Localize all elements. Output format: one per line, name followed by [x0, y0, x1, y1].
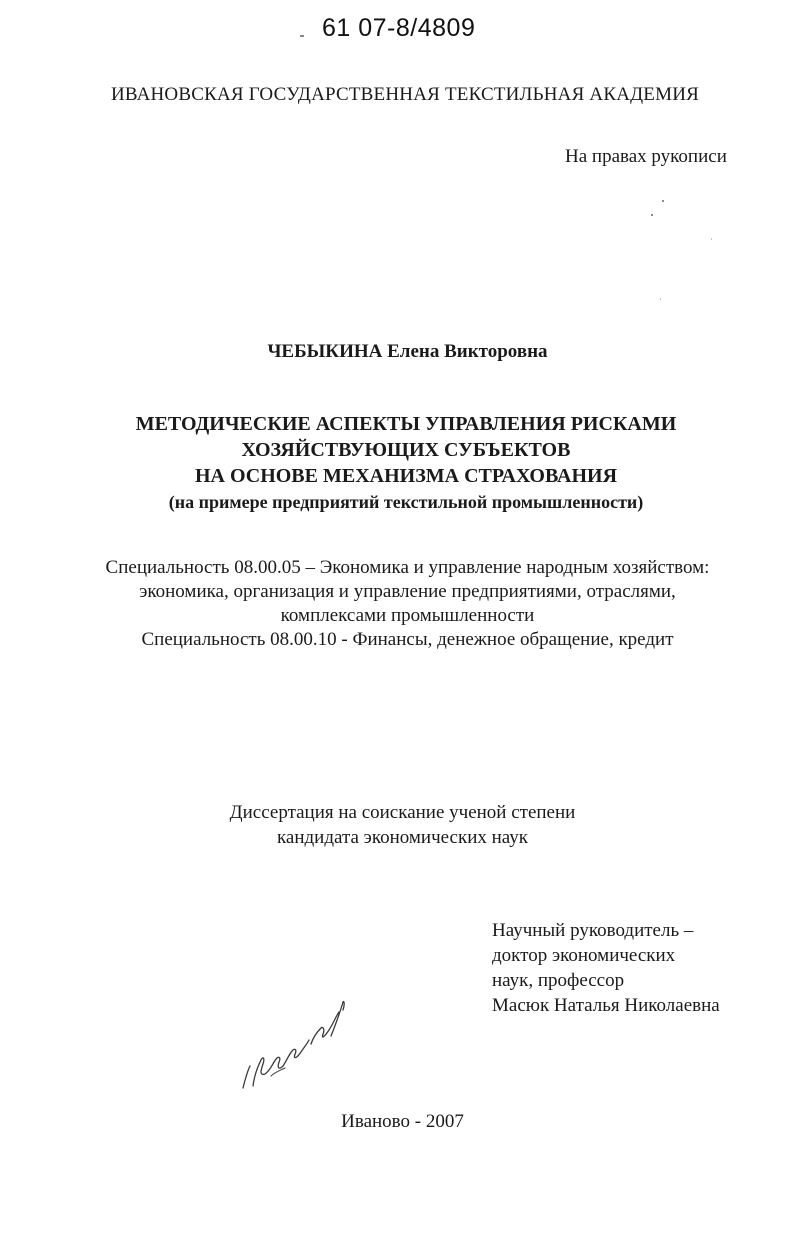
degree-line: Диссертация на соискание ученой степени	[229, 802, 576, 823]
author-name: ЧЕБЫКИНА Елена Викторовна	[267, 341, 548, 362]
specialty-line: комплексами промышленности	[280, 605, 535, 626]
title-line: ХОЗЯЙСТВУЮЩИХ СУБЪЕКТОВ	[241, 439, 571, 461]
stamp-mark	[300, 35, 304, 37]
dissertation-title	[0, 411, 795, 515]
supervisor-line: наук, профессор	[492, 970, 625, 991]
institution-name: ИВАНОВСКАЯ ГОСУДАРСТВЕННАЯ ТЕКСТИЛЬНАЯ АКАДЕМИЯ	[110, 84, 699, 105]
title-line: МЕТОДИЧЕСКИЕ АСПЕКТЫ УПРАВЛЕНИЯ РИСКАМИ	[135, 413, 677, 435]
rights-note: На правах рукописи	[565, 146, 727, 167]
supervisor-name: Масюк Наталья Николаевна	[492, 995, 720, 1016]
scan-speck	[660, 298, 661, 300]
specialty-line: экономика, организация и управление предприятиями, отраслями,	[139, 581, 676, 602]
title-line: НА ОСНОВЕ МЕХАНИЗМА СТРАХОВАНИЯ	[194, 465, 618, 487]
city-year: Иваново - 2007	[341, 1111, 464, 1132]
specialty-block	[0, 556, 795, 652]
supervisor-line: Научный руководитель –	[492, 920, 694, 941]
supervisor-block	[492, 918, 720, 1018]
supervisor-line: доктор экономических	[492, 945, 676, 966]
specialty-line: Специальность 08.00.05 – Экономика и управление народным хозяйством:	[105, 557, 710, 578]
handwritten-signature-icon	[235, 996, 350, 1096]
scan-speck	[662, 200, 664, 202]
degree-statement	[0, 800, 795, 850]
scan-speck	[651, 214, 653, 216]
title-subtitle: (на примере предприятий текстильной промышленности)	[168, 492, 644, 512]
degree-line: кандидата экономических наук	[276, 827, 529, 848]
archive-stamp-number: 61 07-8/4809	[322, 14, 476, 42]
scan-speck	[711, 238, 712, 240]
specialty-line: Специальность 08.00.10 - Финансы, денежное обращение, кредит	[141, 629, 674, 650]
